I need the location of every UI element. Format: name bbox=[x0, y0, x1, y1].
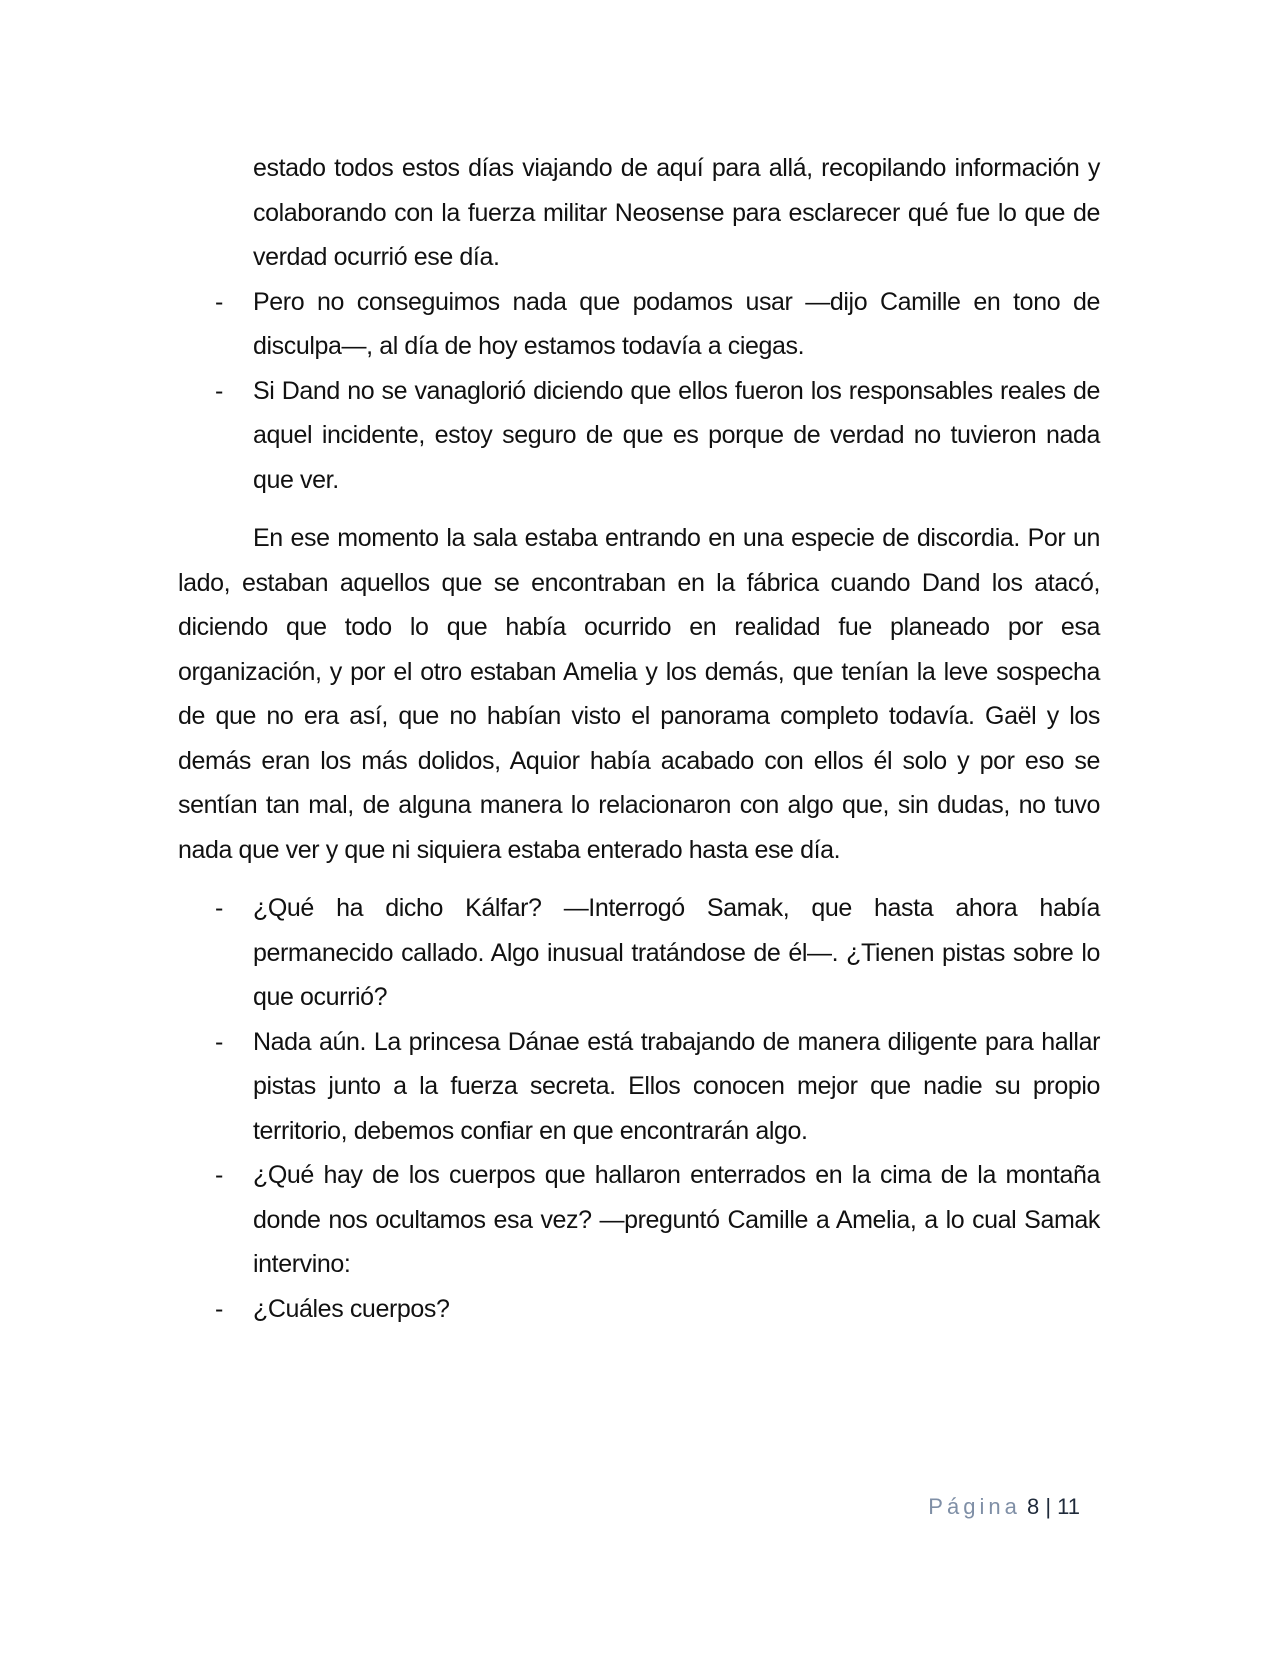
dialogue-line bbox=[178, 280, 1100, 369]
dash-bullet: - bbox=[215, 1161, 223, 1189]
page-separator: | bbox=[1045, 1494, 1052, 1519]
dialogue-text: ¿Cuáles cuerpos? bbox=[253, 1294, 450, 1323]
dialogue-text: Nada aún. La princesa Dánae está trabajando de manera diligente para hallar pistas junto a la fuerza secreta. Ellos conocen mejor que nadie su propio territorio, debemos confiar en que encontrarán algo. bbox=[253, 1027, 1100, 1145]
dialogue-line bbox=[178, 886, 1100, 1020]
dash-bullet: - bbox=[215, 287, 223, 316]
dialogue-text: Pero no conseguimos nada que podamos usar —dijo Camille en tono de disculpa—, al día de hoy estamos todavía a ciegas. bbox=[253, 287, 1100, 360]
dash-bullet: - bbox=[215, 376, 223, 405]
dialogue-line bbox=[178, 369, 1100, 503]
narrative-paragraph: En ese momento la sala estaba entrando en una especie de discordia. Por un lado, estaban aquellos que se encontraban en la fábrica cuando Dand los atacó, diciendo que todo lo que había ocurrido en realidad fue planeado por esa organización, y por el otro estaban Amelia y los demás, que tenían la leve sospecha de que no era así, que no habían visto el panorama completo todavía. Gaël y los demás eran los más dolidos, Aquior había acabado con ellos él solo y por eso se sentían tan mal, de alguna manera lo relacionaron con algo que, sin dudas, no tuvo nada que ver y que ni siquiera estaba enterado hasta ese día. bbox=[178, 524, 1100, 864]
dialogue-text: Si Dand no se vanaglorió diciendo que ellos fueron los responsables reales de aquel incidente, estoy seguro de que es porque de verdad no tuvieron nada que ver. bbox=[253, 376, 1100, 494]
page-body bbox=[178, 146, 1100, 1331]
dialogue-text: ¿Qué ha dicho Kálfar? —Interrogó Samak, que hasta ahora había permanecido callado. Algo inusual tratándose de él—. ¿Tienen pistas sobre lo que ocurrió? bbox=[253, 894, 1100, 1011]
dash-bullet: - bbox=[215, 894, 223, 922]
dialogue-list-1 bbox=[178, 146, 1100, 502]
page-label: Página bbox=[928, 1494, 1021, 1519]
dash-bullet: - bbox=[215, 1027, 223, 1056]
page-total: 11 bbox=[1057, 1494, 1080, 1519]
page-footer bbox=[0, 1494, 1080, 1520]
page-number: 8 bbox=[1026, 1494, 1040, 1519]
dash-bullet: - bbox=[215, 1294, 223, 1323]
dialogue-list-2 bbox=[178, 886, 1100, 1331]
dialogue-text: ¿Qué hay de los cuerpos que hallaron enterrados en la cima de la montaña donde nos ocultamos esa vez? —preguntó Camille a Amelia, a lo cual Samak intervino: bbox=[253, 1161, 1100, 1278]
dialogue-line bbox=[178, 1287, 1100, 1332]
dialogue-line bbox=[178, 1153, 1100, 1287]
dialogue-line bbox=[178, 1020, 1100, 1154]
dialogue-text: estado todos estos días viajando de aquí para allá, recopilando información y colaborando con la fuerza militar Neosense para esclarecer qué fue lo que de verdad ocurrió ese día. bbox=[253, 154, 1100, 271]
dialogue-continuation bbox=[178, 146, 1100, 280]
